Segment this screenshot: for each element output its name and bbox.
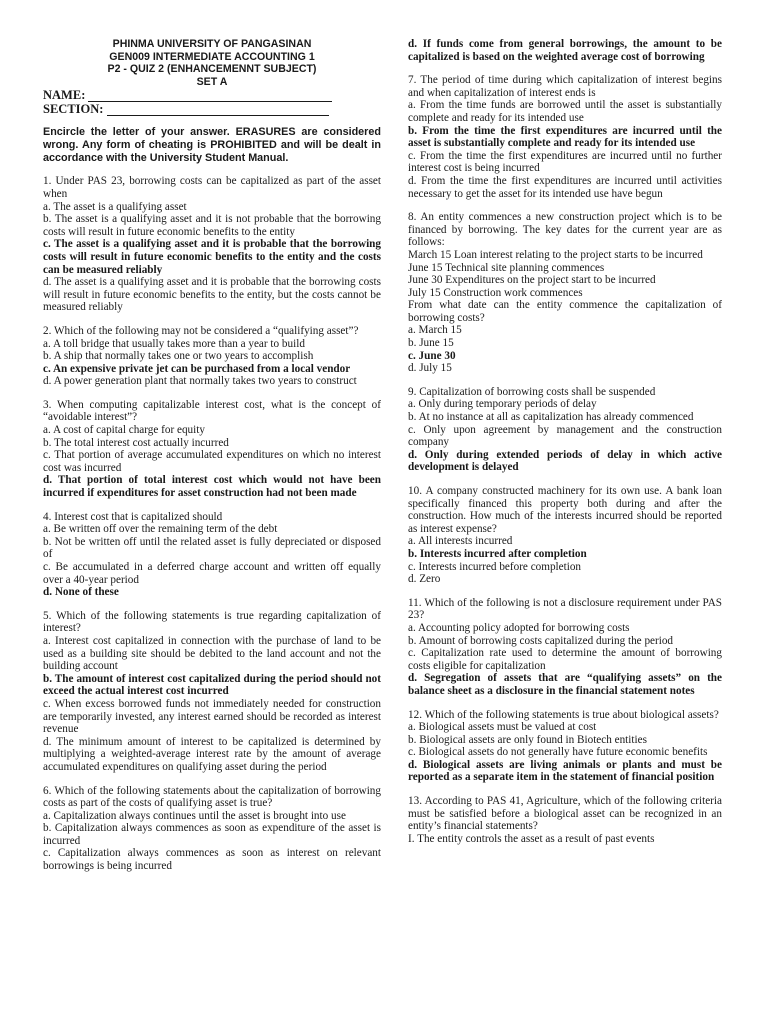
answer-option[interactable]: d. From the time the first expenditures are incurred until activities necessary to get the asset for its intended use have begun [408, 174, 722, 200]
question-item [408, 74, 722, 200]
answer-option[interactable]: d. Segregation of assets that are “qualifying assets” on the balance sheet as a disclosure in the financial statement notes [408, 672, 722, 697]
left-question-list [43, 175, 381, 872]
answer-option[interactable]: c. Interests incurred before completion [408, 560, 582, 573]
section-field[interactable] [43, 103, 381, 116]
question-item [43, 785, 381, 873]
answer-option[interactable]: b. The amount of interest cost capitalized during the period should not exceed the actual interest cost incurred [43, 672, 381, 698]
answer-option[interactable]: c. Only upon agreement by management and the construction company [408, 423, 722, 449]
question-stem: 5. Which of the following statements is true regarding capitalization of interest? [43, 609, 381, 635]
answer-option[interactable]: c. June 30 [408, 349, 456, 362]
question-item [408, 485, 722, 586]
question-detail: March 15 Loan interest relating to the project starts to be incurred [408, 248, 703, 261]
answer-option[interactable]: b. The asset is a qualifying asset and it is not probable that the borrowing costs will result in future economic benefits to the entity [43, 213, 381, 238]
answer-option[interactable]: a. Interest cost capitalized in connection with the purchase of land to be used as a building site should be debited to the land account and not the building account [43, 634, 381, 673]
answer-option[interactable]: c. Be accumulated in a deferred charge account and written off equally over a 40-year period [43, 561, 381, 586]
question-item [408, 709, 722, 785]
question-stem: 8. An entity commences a new construction project which is to be financed by borrowing. The key dates for the current year are as follows: [408, 211, 722, 249]
question-item [43, 399, 381, 500]
answer-option[interactable]: c. Capitalization always commences as soon as interest on relevant borrowings is being incurred [43, 847, 381, 873]
answer-option[interactable]: a. March 15 [408, 324, 462, 337]
question-detail: From what date can the entity commence the capitalization of borrowing costs? [408, 299, 722, 324]
answer-option[interactable]: b. The total interest cost actually incurred [43, 436, 229, 449]
answer-option[interactable]: c. The asset is a qualifying asset and it is probable that the borrowing costs will result in future economic benefits to the entity and the costs can be measured reliably [43, 238, 381, 276]
answer-option[interactable]: a. Biological assets must be valued at cost [408, 721, 597, 734]
answer-option[interactable]: a. Capitalization always continues until the asset is brought into use [43, 809, 346, 822]
question-item [43, 511, 381, 599]
section-blank[interactable] [107, 105, 329, 116]
question-item [408, 38, 722, 63]
name-label: NAME: [43, 88, 86, 103]
question-item [408, 386, 722, 474]
answer-option[interactable]: I. The entity controls the asset as a result of past events [408, 832, 655, 845]
answer-option[interactable]: a. The asset is a qualifying asset [43, 200, 187, 213]
question-item [408, 795, 722, 845]
answer-option[interactable]: b. From the time the first expenditures are incurred until the asset is substantially complete and ready for its intended use [408, 124, 722, 150]
question-stem: 12. Which of the following statements is true about biological assets? [408, 708, 719, 721]
answer-option[interactable]: d. Zero [408, 573, 441, 586]
question-stem: 7. The period of time during which capitalization of interest begins and when capitalization of interest ends is [408, 74, 722, 99]
answer-option[interactable]: d. Only during extended periods of delay in which active development is delayed [408, 448, 722, 474]
answer-option[interactable]: d. That portion of total interest cost which would not have been incurred if expenditures for asset construction had not been made [43, 474, 381, 500]
answer-option[interactable]: d. Biological assets are living animals or plants and must be reported as a separate item in the statement of financial position [408, 758, 722, 784]
answer-option[interactable]: a. Only during temporary periods of delay [408, 398, 597, 411]
answer-option[interactable]: b. Interests incurred after completion [408, 547, 587, 560]
question-stem: 6. Which of the following statements about the capitalization of borrowing costs as part of the costs of qualifying asset is true? [43, 784, 381, 810]
answer-option[interactable]: a. From the time funds are borrowed until the asset is substantially complete and ready for its intended use [408, 99, 722, 124]
answer-option[interactable]: b. At no instance at all as capitalization has already commenced [408, 411, 694, 424]
right-column [408, 38, 722, 845]
answer-option[interactable]: d. The minimum amount of interest to be capitalized is determined by multiplying a weighted-average interest rate by the amount of average accumulated expenditures on qualifying asset during the period [43, 735, 381, 773]
course-title: GEN009 INTERMEDIATE ACCOUNTING 1 [109, 50, 315, 63]
answer-option[interactable]: a. Accounting policy adopted for borrowing costs [408, 621, 630, 634]
question-stem: 13. According to PAS 41, Agriculture, which of the following criteria must be satisfied before a biological asset can be recognized in an entity’s financial statements? [408, 795, 722, 833]
answer-option[interactable]: a. All interests incurred [408, 535, 513, 548]
name-field[interactable] [43, 89, 381, 102]
answer-option[interactable]: a. A cost of capital charge for equity [43, 424, 205, 437]
question-detail: June 15 Technical site planning commences [408, 261, 605, 274]
answer-option[interactable]: c. Biological assets do not generally have future economic benefits [408, 746, 708, 759]
question-stem: 2. Which of the following may not be considered a “qualifying asset”? [43, 324, 359, 337]
instructions: Encircle the letter of your answer. ERASURES are considered wrong. Any form of cheating is PROHIBITED and will be dealt in accordance with the University Student Manual. [43, 126, 381, 165]
question-item [43, 325, 381, 388]
quiz-title: P2 - QUIZ 2 (ENHANCEMENNT SUBJECT) [107, 63, 317, 76]
answer-option[interactable]: c. An expensive private jet can be purchased from a local vendor [43, 362, 351, 375]
answer-option[interactable]: d. None of these [43, 586, 119, 599]
answer-option[interactable]: a. A toll bridge that usually takes more than a year to build [43, 337, 305, 350]
question-item [43, 175, 381, 314]
answer-option[interactable]: c. That portion of average accumulated expenditures on which no interest cost was incurred [43, 449, 381, 474]
answer-option[interactable]: d. A power generation plant that normally takes two years to construct [43, 375, 357, 388]
left-column [43, 38, 381, 873]
question-item [408, 597, 722, 698]
answer-option[interactable]: d. The asset is a qualifying asset and it is probable that the borrowing costs will result in future economic benefits to the entity, but the costs cannot be measured reliably [43, 276, 381, 314]
question-stem: 4. Interest cost that is capitalized should [43, 510, 223, 523]
question-stem: 10. A company constructed machinery for its own use. A bank loan specifically financed this property both during and after the construction. How much of the interests incurred should be reported as interest expense? [408, 485, 722, 535]
answer-option[interactable]: a. Be written off over the remaining term of the debt [43, 523, 278, 536]
university-name: PHINMA UNIVERSITY OF PANGASINAN [112, 38, 312, 50]
answer-option[interactable]: c. From the time the first expenditures are incurred until no further interest cost is being incurred [408, 149, 722, 175]
question-stem: 1. Under PAS 23, borrowing costs can be capitalized as part of the asset when [43, 175, 381, 200]
section-label: SECTION: [43, 102, 104, 117]
question-detail: July 15 Construction work commences [408, 286, 583, 299]
answer-option[interactable]: b. A ship that normally takes one or two years to accomplish [43, 350, 314, 363]
right-question-list [408, 38, 722, 845]
answer-option[interactable]: d. July 15 [408, 362, 452, 375]
answer-option[interactable]: b. Amount of borrowing costs capitalized during the period [408, 634, 674, 647]
answer-option[interactable]: c. Capitalization rate used to determine the amount of borrowing costs eligible for capitalization [408, 647, 722, 672]
name-blank[interactable] [88, 91, 332, 102]
question-detail: June 30 Expenditures on the project start to be incurred [408, 274, 656, 287]
answer-option[interactable]: b. Capitalization always commences as soon as expenditure of the asset is incurred [43, 822, 381, 847]
answer-option[interactable]: d. If funds come from general borrowings, the amount to be capitalized is based on the weighted average cost of borrowing [408, 38, 722, 63]
question-stem: 9. Capitalization of borrowing costs shall be suspended [408, 385, 656, 398]
answer-option[interactable]: b. Biological assets are only found in Biotech entities [408, 733, 647, 746]
question-stem: 3. When computing capitalizable interest cost, what is the concept of “avoidable interest”? [43, 398, 381, 424]
question-item [43, 610, 381, 774]
answer-option[interactable]: c. When excess borrowed funds not immediately needed for construction are temporarily invested, any interest earned should be recorded as interest revenue [43, 697, 381, 736]
question-stem: 11. Which of the following is not a disclosure requirement under PAS 23? [408, 596, 722, 622]
document-header [43, 38, 381, 88]
set-label: SET A [196, 75, 228, 88]
answer-option[interactable]: b. June 15 [408, 337, 454, 350]
question-item [408, 211, 722, 375]
answer-option[interactable]: b. Not be written off until the related asset is fully depreciated or disposed of [43, 535, 381, 561]
